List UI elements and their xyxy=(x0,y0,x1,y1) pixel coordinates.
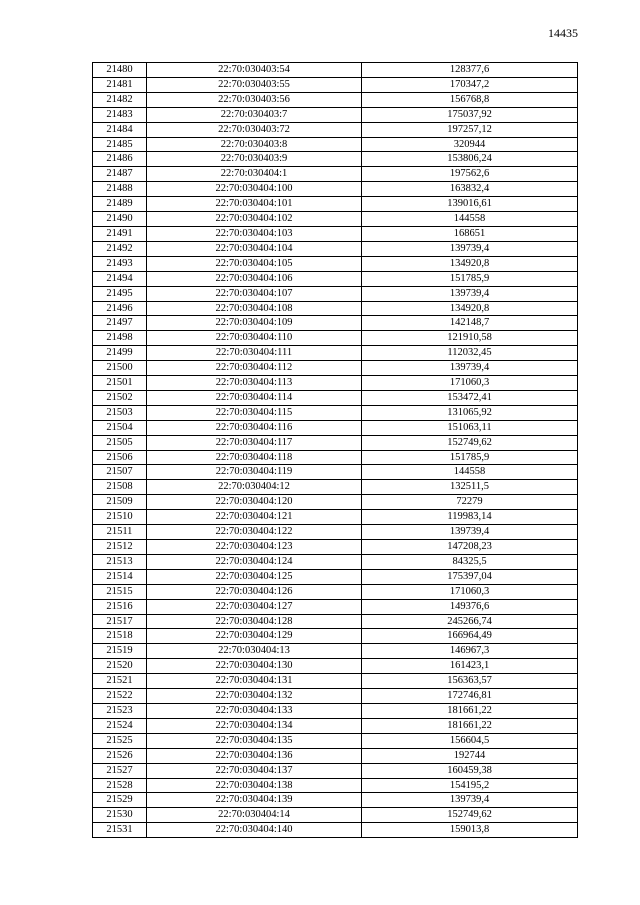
row-number-cell: 21504 xyxy=(93,420,147,435)
table-row xyxy=(93,450,578,465)
page-number: 14435 xyxy=(548,26,578,40)
cadastral-value-cell: 153806,24 xyxy=(362,152,578,167)
table-row xyxy=(93,674,578,689)
row-number-cell: 21487 xyxy=(93,167,147,182)
table-row xyxy=(93,271,578,286)
cadastral-value-cell: 149376,6 xyxy=(362,599,578,614)
cadastral-number-cell: 22:70:030403:55 xyxy=(147,77,362,92)
row-number-cell: 21509 xyxy=(93,495,147,510)
table-row xyxy=(93,718,578,733)
cadastral-value-cell: 112032,45 xyxy=(362,346,578,361)
row-number-cell: 21501 xyxy=(93,376,147,391)
cadastral-number-cell: 22:70:030404:129 xyxy=(147,629,362,644)
cadastral-value-cell: 175397,04 xyxy=(362,569,578,584)
cadastral-value-cell: 139739,4 xyxy=(362,525,578,540)
table-row xyxy=(93,614,578,629)
row-number-cell: 21482 xyxy=(93,92,147,107)
table-row xyxy=(93,435,578,450)
cadastral-value-cell: 151785,9 xyxy=(362,450,578,465)
row-number-cell: 21488 xyxy=(93,182,147,197)
cadastral-number-cell: 22:70:030404:137 xyxy=(147,763,362,778)
row-number-cell: 21494 xyxy=(93,271,147,286)
cadastral-number-cell: 22:70:030404:131 xyxy=(147,674,362,689)
row-number-cell: 21497 xyxy=(93,316,147,331)
cadastral-value-cell: 144558 xyxy=(362,212,578,227)
cadastral-value-cell: 134920,8 xyxy=(362,256,578,271)
cadastral-value-cell: 146967,3 xyxy=(362,644,578,659)
row-number-cell: 21492 xyxy=(93,241,147,256)
row-number-cell: 21486 xyxy=(93,152,147,167)
row-number-cell: 21521 xyxy=(93,674,147,689)
cadastral-number-cell: 22:70:030404:1 xyxy=(147,167,362,182)
table-row xyxy=(93,77,578,92)
table-row xyxy=(93,748,578,763)
cadastral-value-cell: 168651 xyxy=(362,226,578,241)
cadastral-number-cell: 22:70:030404:14 xyxy=(147,808,362,823)
cadastral-value-cell: 163832,4 xyxy=(362,182,578,197)
row-number-cell: 21491 xyxy=(93,226,147,241)
table-row xyxy=(93,495,578,510)
cadastral-number-cell: 22:70:030404:104 xyxy=(147,241,362,256)
cadastral-number-cell: 22:70:030404:133 xyxy=(147,703,362,718)
cadastral-value-cell: 119983,14 xyxy=(362,510,578,525)
cadastral-number-cell: 22:70:030403:56 xyxy=(147,92,362,107)
cadastral-value-cell: 166964,49 xyxy=(362,629,578,644)
row-number-cell: 21516 xyxy=(93,599,147,614)
row-number-cell: 21507 xyxy=(93,465,147,480)
table-row xyxy=(93,286,578,301)
cadastral-number-cell: 22:70:030403:7 xyxy=(147,107,362,122)
row-number-cell: 21524 xyxy=(93,718,147,733)
row-number-cell: 21495 xyxy=(93,286,147,301)
table-row xyxy=(93,92,578,107)
cadastral-value-cell: 170347,2 xyxy=(362,77,578,92)
cadastral-number-cell: 22:70:030403:9 xyxy=(147,152,362,167)
cadastral-value-cell: 139739,4 xyxy=(362,361,578,376)
table-row xyxy=(93,629,578,644)
row-number-cell: 21513 xyxy=(93,554,147,569)
cadastral-value-cell: 152749,62 xyxy=(362,435,578,450)
row-number-cell: 21525 xyxy=(93,733,147,748)
row-number-cell: 21519 xyxy=(93,644,147,659)
row-number-cell: 21531 xyxy=(93,823,147,838)
cadastral-number-cell: 22:70:030404:109 xyxy=(147,316,362,331)
cadastral-value-cell: 160459,38 xyxy=(362,763,578,778)
table-row xyxy=(93,63,578,78)
table-row xyxy=(93,152,578,167)
cadastral-number-cell: 22:70:030404:128 xyxy=(147,614,362,629)
table-row xyxy=(93,793,578,808)
cadastral-number-cell: 22:70:030404:140 xyxy=(147,823,362,838)
table-row xyxy=(93,241,578,256)
cadastral-value-cell: 156604,5 xyxy=(362,733,578,748)
cadastral-value-cell: 151785,9 xyxy=(362,271,578,286)
table-row xyxy=(93,361,578,376)
row-number-cell: 21490 xyxy=(93,212,147,227)
cadastral-number-cell: 22:70:030404:136 xyxy=(147,748,362,763)
table-row xyxy=(93,733,578,748)
table-row xyxy=(93,390,578,405)
cadastral-value-cell: 152749,62 xyxy=(362,808,578,823)
cadastral-number-cell: 22:70:030404:126 xyxy=(147,584,362,599)
cadastral-number-cell: 22:70:030404:130 xyxy=(147,659,362,674)
cadastral-number-cell: 22:70:030404:139 xyxy=(147,793,362,808)
cadastral-number-cell: 22:70:030404:13 xyxy=(147,644,362,659)
table-row xyxy=(93,480,578,495)
cadastral-number-cell: 22:70:030404:121 xyxy=(147,510,362,525)
row-number-cell: 21520 xyxy=(93,659,147,674)
table-row xyxy=(93,107,578,122)
cadastral-number-cell: 22:70:030404:102 xyxy=(147,212,362,227)
cadastral-number-cell: 22:70:030404:106 xyxy=(147,271,362,286)
table-row xyxy=(93,182,578,197)
table-row xyxy=(93,122,578,137)
row-number-cell: 21503 xyxy=(93,405,147,420)
cadastral-value-cell: 139016,61 xyxy=(362,197,578,212)
cadastral-number-cell: 22:70:030404:123 xyxy=(147,540,362,555)
table-row xyxy=(93,256,578,271)
table-row xyxy=(93,644,578,659)
cadastral-value-cell: 131065,92 xyxy=(362,405,578,420)
cadastral-value-cell: 132511,5 xyxy=(362,480,578,495)
table-row xyxy=(93,465,578,480)
cadastral-number-cell: 22:70:030404:122 xyxy=(147,525,362,540)
table-row xyxy=(93,763,578,778)
table-row xyxy=(93,346,578,361)
row-number-cell: 21527 xyxy=(93,763,147,778)
table-row xyxy=(93,525,578,540)
row-number-cell: 21517 xyxy=(93,614,147,629)
row-number-cell: 21483 xyxy=(93,107,147,122)
row-number-cell: 21481 xyxy=(93,77,147,92)
cadastral-number-cell: 22:70:030404:101 xyxy=(147,197,362,212)
table-row xyxy=(93,778,578,793)
cadastral-value-cell: 197562,6 xyxy=(362,167,578,182)
row-number-cell: 21508 xyxy=(93,480,147,495)
row-number-cell: 21498 xyxy=(93,331,147,346)
row-number-cell: 21528 xyxy=(93,778,147,793)
cadastral-number-cell: 22:70:030404:125 xyxy=(147,569,362,584)
cadastral-number-cell: 22:70:030404:124 xyxy=(147,554,362,569)
row-number-cell: 21515 xyxy=(93,584,147,599)
table-row xyxy=(93,405,578,420)
table-row xyxy=(93,212,578,227)
cadastral-value-cell: 197257,12 xyxy=(362,122,578,137)
row-number-cell: 21522 xyxy=(93,689,147,704)
cadastral-value-cell: 72279 xyxy=(362,495,578,510)
cadastral-value-cell: 139739,4 xyxy=(362,286,578,301)
table-row xyxy=(93,554,578,569)
cadastral-value-cell: 171060,3 xyxy=(362,584,578,599)
table-row xyxy=(93,331,578,346)
row-number-cell: 21530 xyxy=(93,808,147,823)
table-row xyxy=(93,808,578,823)
cadastral-value-cell: 153472,41 xyxy=(362,390,578,405)
row-number-cell: 21514 xyxy=(93,569,147,584)
table-row xyxy=(93,599,578,614)
cadastral-number-cell: 22:70:030404:117 xyxy=(147,435,362,450)
table-row xyxy=(93,510,578,525)
cadastral-value-cell: 128377,6 xyxy=(362,63,578,78)
table-body xyxy=(93,63,578,838)
row-number-cell: 21512 xyxy=(93,540,147,555)
table-row xyxy=(93,316,578,331)
cadastral-value-cell: 144558 xyxy=(362,465,578,480)
row-number-cell: 21485 xyxy=(93,137,147,152)
table-row xyxy=(93,301,578,316)
cadastral-value-cell: 192744 xyxy=(362,748,578,763)
cadastral-number-cell: 22:70:030404:115 xyxy=(147,405,362,420)
cadastral-number-cell: 22:70:030404:103 xyxy=(147,226,362,241)
cadastral-number-cell: 22:70:030404:110 xyxy=(147,331,362,346)
row-number-cell: 21496 xyxy=(93,301,147,316)
cadastral-value-cell: 156768,8 xyxy=(362,92,578,107)
row-number-cell: 21500 xyxy=(93,361,147,376)
cadastral-number-cell: 22:70:030404:138 xyxy=(147,778,362,793)
table-row xyxy=(93,584,578,599)
cadastral-value-cell: 159013,8 xyxy=(362,823,578,838)
table-row xyxy=(93,137,578,152)
cadastral-value-cell: 171060,3 xyxy=(362,376,578,391)
cadastral-number-cell: 22:70:030404:111 xyxy=(147,346,362,361)
cadastral-value-table xyxy=(92,62,578,838)
cadastral-number-cell: 22:70:030404:116 xyxy=(147,420,362,435)
row-number-cell: 21510 xyxy=(93,510,147,525)
cadastral-number-cell: 22:70:030403:72 xyxy=(147,122,362,137)
table-row xyxy=(93,823,578,838)
cadastral-number-cell: 22:70:030404:112 xyxy=(147,361,362,376)
cadastral-number-cell: 22:70:030403:8 xyxy=(147,137,362,152)
row-number-cell: 21518 xyxy=(93,629,147,644)
cadastral-value-cell: 245266,74 xyxy=(362,614,578,629)
table-row xyxy=(93,540,578,555)
cadastral-number-cell: 22:70:030404:135 xyxy=(147,733,362,748)
cadastral-number-cell: 22:70:030404:107 xyxy=(147,286,362,301)
cadastral-value-cell: 175037,92 xyxy=(362,107,578,122)
row-number-cell: 21502 xyxy=(93,390,147,405)
cadastral-value-cell: 147208,23 xyxy=(362,540,578,555)
row-number-cell: 21489 xyxy=(93,197,147,212)
cadastral-number-cell: 22:70:030404:100 xyxy=(147,182,362,197)
cadastral-number-cell: 22:70:030404:119 xyxy=(147,465,362,480)
cadastral-number-cell: 22:70:030404:132 xyxy=(147,689,362,704)
table-row xyxy=(93,569,578,584)
cadastral-value-cell: 181661,22 xyxy=(362,718,578,733)
table-row xyxy=(93,167,578,182)
table-row xyxy=(93,420,578,435)
row-number-cell: 21493 xyxy=(93,256,147,271)
table-row xyxy=(93,659,578,674)
cadastral-number-cell: 22:70:030404:134 xyxy=(147,718,362,733)
row-number-cell: 21505 xyxy=(93,435,147,450)
row-number-cell: 21484 xyxy=(93,122,147,137)
cadastral-value-cell: 161423,1 xyxy=(362,659,578,674)
cadastral-number-cell: 22:70:030404:114 xyxy=(147,390,362,405)
cadastral-value-cell: 151063,11 xyxy=(362,420,578,435)
table-row xyxy=(93,226,578,241)
cadastral-value-cell: 320944 xyxy=(362,137,578,152)
cadastral-number-cell: 22:70:030403:54 xyxy=(147,63,362,78)
cadastral-value-cell: 154195,2 xyxy=(362,778,578,793)
row-number-cell: 21480 xyxy=(93,63,147,78)
cadastral-value-cell: 172746,81 xyxy=(362,689,578,704)
row-number-cell: 21523 xyxy=(93,703,147,718)
cadastral-number-cell: 22:70:030404:108 xyxy=(147,301,362,316)
cadastral-value-cell: 142148,7 xyxy=(362,316,578,331)
cadastral-value-cell: 156363,57 xyxy=(362,674,578,689)
table-row xyxy=(93,689,578,704)
row-number-cell: 21506 xyxy=(93,450,147,465)
cadastral-value-cell: 181661,22 xyxy=(362,703,578,718)
cadastral-number-cell: 22:70:030404:105 xyxy=(147,256,362,271)
cadastral-value-cell: 121910,58 xyxy=(362,331,578,346)
table-row xyxy=(93,197,578,212)
cadastral-value-cell: 139739,4 xyxy=(362,793,578,808)
cadastral-number-cell: 22:70:030404:118 xyxy=(147,450,362,465)
cadastral-number-cell: 22:70:030404:12 xyxy=(147,480,362,495)
row-number-cell: 21526 xyxy=(93,748,147,763)
table-row xyxy=(93,703,578,718)
cadastral-value-cell: 84325,5 xyxy=(362,554,578,569)
cadastral-number-cell: 22:70:030404:127 xyxy=(147,599,362,614)
table-row xyxy=(93,376,578,391)
cadastral-value-cell: 134920,8 xyxy=(362,301,578,316)
row-number-cell: 21511 xyxy=(93,525,147,540)
row-number-cell: 21529 xyxy=(93,793,147,808)
cadastral-number-cell: 22:70:030404:120 xyxy=(147,495,362,510)
cadastral-number-cell: 22:70:030404:113 xyxy=(147,376,362,391)
row-number-cell: 21499 xyxy=(93,346,147,361)
cadastral-value-cell: 139739,4 xyxy=(362,241,578,256)
